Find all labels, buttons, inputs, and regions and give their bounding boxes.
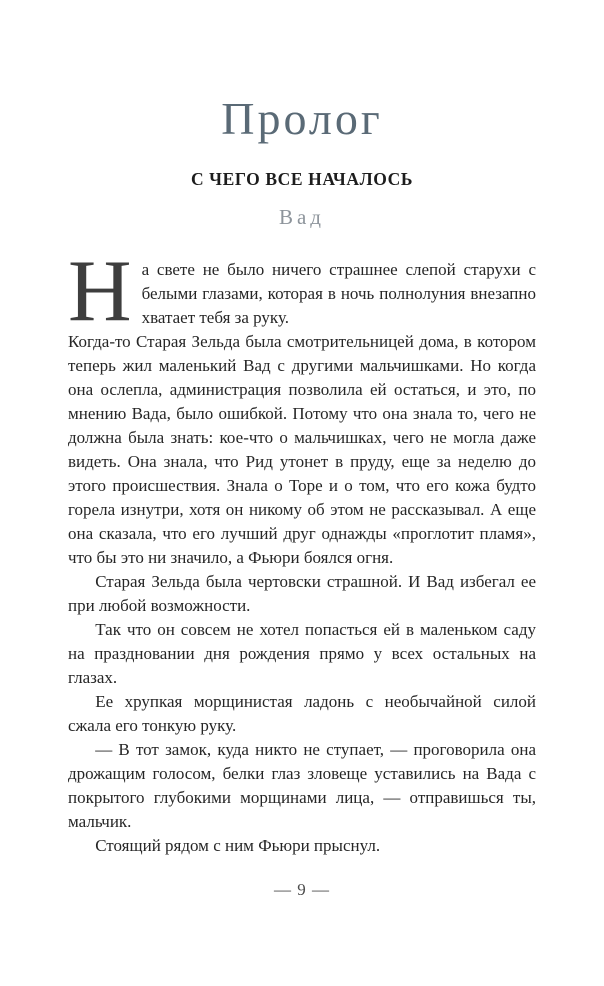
- paragraph-text: а свете не было ничего страшнее слепой старухи с белыми глазами, которая в ночь полнолуния внезапно хватает тебя за руку.: [141, 260, 536, 327]
- paragraph: [68, 243, 536, 340]
- drop-cap: Н: [68, 243, 132, 340]
- paragraph: Стоящий рядом с ним Фьюри прыснул.: [95, 836, 381, 855]
- paragraph: — В тот замок, куда никто не ступает, — проговорила она дрожащим голосом, белки глаз зловеще уставились на Вада с покрытого глубокими морщинами лица, — отправишься ты, мальчик.: [68, 740, 536, 831]
- chapter-subtitle: С ЧЕГО ВСЕ НАЧАЛОСЬ: [190, 169, 414, 189]
- paragraph: Ее хрупкая морщинистая ладонь с необычайной силой сжала его тонкую руку.: [68, 692, 536, 735]
- chapter-pov-name: Вад: [278, 205, 325, 229]
- paragraph: Когда-то Старая Зельда была смотрительницей дома, в котором теперь жил маленький Вад с другими мальчишками. Но когда она ослепла, администрация позволила ей остаться, и это, по мнению Вада, было ошибкой. Потому что она знала то, чего не должна была знать: кое-что о мальчишках, чего не могла даже видеть. Она знала, что Рид утонет в пруду, еще за неделю до этого происшествия. Знала о Торе и о том, что его кожа будто горела изнутри, хотя он никому об этом не рассказывал. А еще она сказала, что его лучший друг однажды «проглотит пламя», что бы это ни значило, а Фьюри боялся огня.: [68, 332, 536, 567]
- paragraph: Старая Зельда была чертовски страшной. И Вад избегал ее при любой возможности.: [68, 572, 536, 615]
- page-title: Пролог: [221, 93, 383, 144]
- body-text: [68, 243, 536, 858]
- page-number: — 9 —: [274, 880, 330, 899]
- paragraph: Так что он совсем не хотел попасться ей в маленьком саду на праздновании дня рождения прямо у всех остальных на глазах.: [68, 620, 536, 687]
